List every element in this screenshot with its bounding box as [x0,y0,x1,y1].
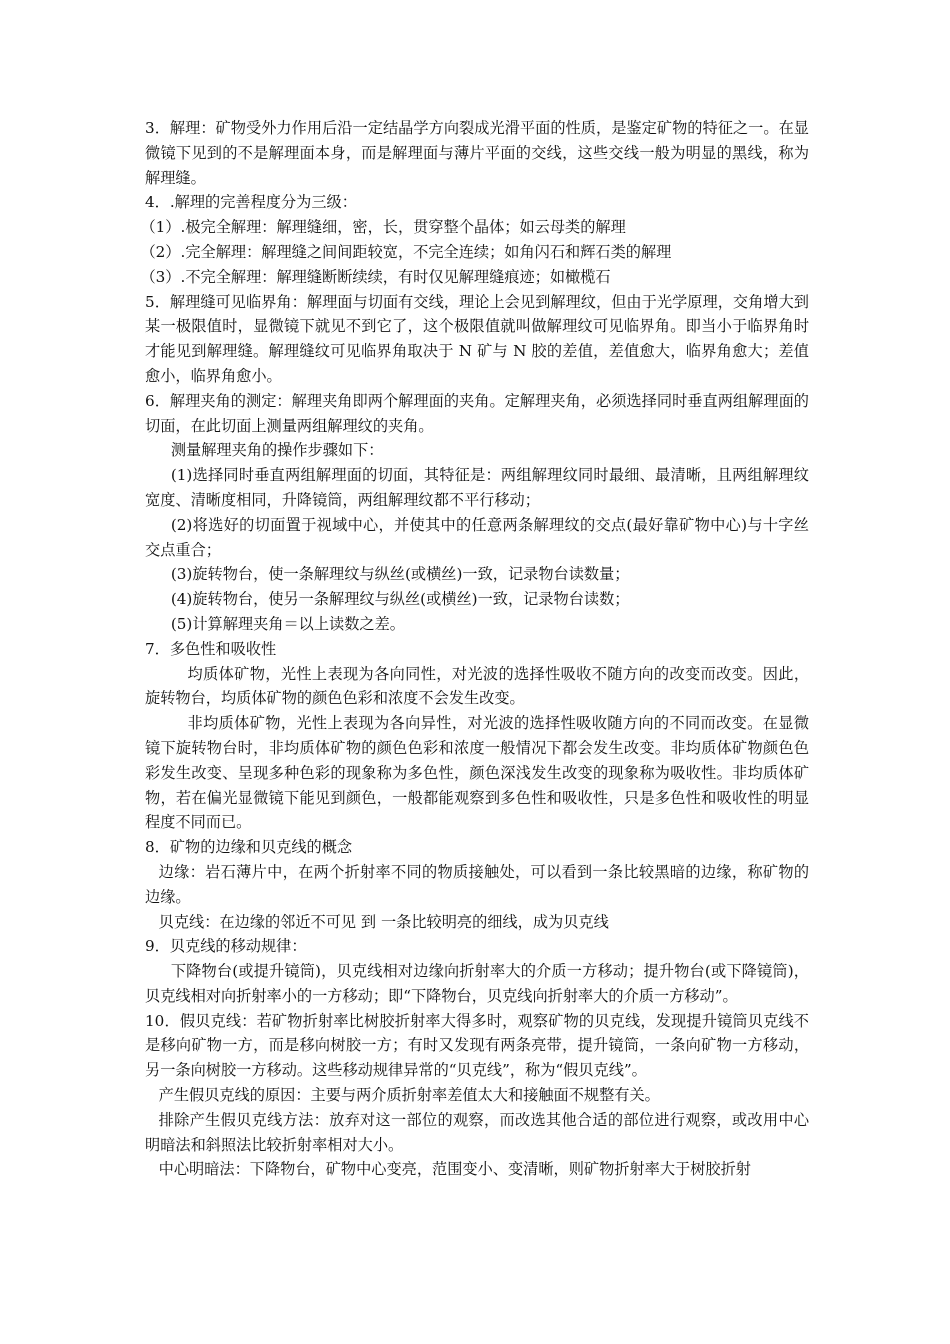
procedure-step-2: (2)将选好的切面置于视域中心，并使其中的任意两条解理纹的交点(最好靠矿物中心)与十字丝交点重合； [145,515,809,559]
paragraph-isotropic: 均质体矿物，光性上表现为各向同性，对光波的选择性吸收不随方向的改变而改变。因此，旋转物台，均质体矿物的颜色色彩和浓度不会发生改变。 [145,664,809,708]
list-item-complete-cleavage: （2）.完全解理：解理缝之间间距较宽，不完全连续；如角闪石和辉石类的解理 [140,242,672,261]
paragraph-cleavage-angle: 6．解理夹角的测定：解理夹角即两个解理面的夹角。定解理夹角，必须选择同时垂直两组解理面的切面，在此切面上测量两组解理纹的夹角。 [145,391,809,435]
paragraph-cleavage-definition: 3．解理：矿物受外力作用后沿一定结晶学方向裂成光滑平面的性质，是鉴定矿物的特征之一。在显微镜下见到的不是解理面本身，而是解理面与薄片平面的交线，这些交线一般为明显的黑线，称为解理缝。 [145,119,809,187]
paragraph-false-becke-remedy: 排除产生假贝克线方法：放弃对这一部位的观察，而改选其他合适的部位进行观察，或改用中心明暗法和斜照法比较折射率相对大小。 [145,1110,809,1154]
procedure-step-3: (3)旋转物台，使一条解理纹与纵丝(或横丝)一致，记录物台读数量； [170,565,630,584]
paragraph-center-method: 中心明暗法：下降物台，矿物中心变亮，范围变小、变清晰，则矿物折射率大于树胶折射 [158,1160,751,1179]
paragraph-becke-movement: 下降物台(或提升镜筒)，贝克线相对边缘向折射率大的介质一方移动；提升物台(或下降镜筒)，贝克线相对向折射率小的一方移动；即“下降物台，贝克线向折射率大的介质一方移动”。 [145,962,809,1005]
list-item-perfect-cleavage: （1）.极完全解理：解理缝细，密，长，贯穿整个晶体；如云母类的解理 [140,218,626,237]
procedure-step-4: (4)旋转物台，使另一条解理纹与纵丝(或横丝)一致，记录物台读数； [170,590,630,609]
paragraph-becke-line: 贝克线：在边缘的邻近不可见 到 一条比较明亮的细线，成为贝克线 [158,912,609,931]
paragraph-false-becke-cause: 产生假贝克线的原因：主要与两介质折射率差值太大和接触面不规整有关。 [158,1086,660,1105]
procedure-step-5: (5)计算解理夹角＝以上读数之差。 [170,614,405,633]
heading-pleochroism: 7．多色性和吸收性 [145,639,277,658]
heading-edge-becke-line: 8．矿物的边缘和贝克线的概念 [145,838,353,857]
paragraph-false-becke: 10．假贝克线：若矿物折射率比树胶折射率大得多时，观察矿物的贝克线，发现提升镜筒贝克线不是移向矿物一方，而是移向树胶一方；有时又发现有两条亮带，提升镜筒，一条向矿物一方移动，另一条向树胶一方移动。这些移动规律异常的“贝克线”，称为“假贝克线”。 [145,1011,809,1080]
paragraph-cleavage-grades-heading: 4．.解理的完善程度分为三级： [145,193,357,212]
procedure-step-1: (1)选择同时垂直两组解理面的切面，其特征是：两组解理纹同时最细、最清晰，且两组解理纹宽度、清晰度相同，升降镜筒，两组解理纹都不平行移动； [145,466,809,509]
paragraph-edge: 边缘：岩石薄片中，在两个折射率不同的物质接触处，可以看到一条比较黑暗的边缘，称矿物的边缘。 [145,862,809,906]
heading-becke-movement: 9．贝克线的移动规律： [145,937,307,956]
paragraph-critical-angle: 5．解理缝可见临界角：解理面与切面有交线，理论上会见到解理纹，但由于光学原理，交角增大到某一极限值时，显微镜下就见不到它了，这个极限值就叫做解理纹可见临界角。即当小于临界角时才能见到解理缝。解理缝纹可见临界角取决于 N 矿与 N 胶的差值，差值愈大，临界角愈大；差值愈小，临界角愈小。 [145,292,809,385]
paragraph-procedure-intro: 测量解理夹角的操作步骤如下： [170,441,384,460]
paragraph-anisotropic: 非均质体矿物，光性上表现为各向异性，对光波的选择性吸收随方向的不同而改变。在显微镜下旋转物台时，非均质体矿物的颜色色彩和浓度一般情况下都会发生改变。非均质体矿物颜色色彩发生改变、呈现多种色彩的现象称为多色性，颜色深浅发生改变的现象称为吸收性。非均质体矿物，若在偏光显微镜下能见到颜色，一般都能观察到多色性和吸收性，只是多色性和吸收性的明显程度不同而已。 [145,714,809,832]
document-body [140,116,809,1182]
list-item-incomplete-cleavage: （3）.不完全解理：解理缝断断续续，有时仅见解理缝痕迹；如橄榄石 [140,267,611,286]
